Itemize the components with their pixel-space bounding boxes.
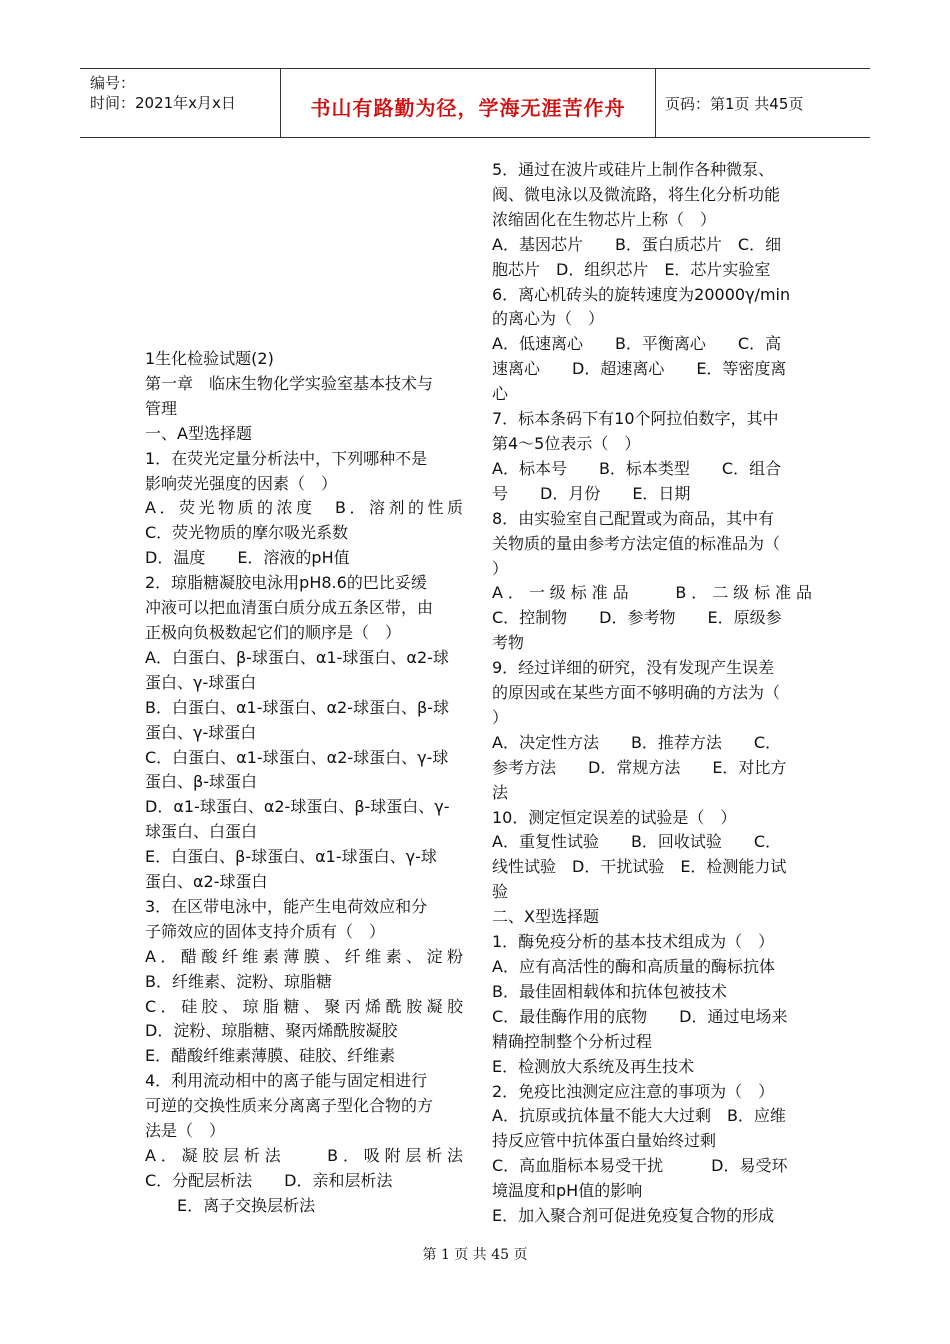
text-line: 一、A型选择题 [145,423,252,443]
text-line: 第一章 临床生物化学实验室基本技术与 [145,373,434,393]
text-line: A．重复性试验 B．回收试验 C． [492,832,782,852]
text-line: 号 D．月份 E．日期 [492,483,691,503]
text-line: 精确控制整个分析过程 [492,1031,653,1051]
left-text-column [145,347,463,1219]
text-line: E．离子交换层析法 [145,1195,316,1215]
text-line: D．α1-球蛋白、α2-球蛋白、β-球蛋白、γ- [145,797,450,817]
text-line: 胞芯片 D．组织芯片 E．芯片实验室 [492,259,771,279]
text-line: 参考方法 D．常规方法 E．对比方 [492,757,787,777]
text-line: 心 [492,384,509,404]
text-line: 5．通过在波片或硅片上制作各种微泵、 [492,160,775,179]
document-number-label: 编号： [90,74,136,92]
text-line: C．最佳酶作用的底物 D．通过电场来 [492,1006,788,1026]
text-line: C．控制物 D．参考物 E．原级参 [492,608,782,628]
text-line: B．最佳固相载体和抗体包被技术 [492,981,727,1001]
text-line: D．温度 E．溶液的pH值 [145,548,350,568]
text-line: 影响荧光强度的因素（ ） [145,473,338,493]
text-line: A．凝胶层析法 B．吸附层析法 [145,1146,463,1165]
text-line: 3．在区带电泳中，能产生电荷效应和分 [145,896,428,916]
text-line: A．决定性方法 B．推荐方法 C． [492,732,782,752]
text-line: 第4～5位表示（ ） [492,433,641,453]
text-line: 法 [492,782,509,802]
text-line: A．基因芯片 B．蛋白质芯片 C．细 [492,234,782,254]
text-line: A．醋酸纤维素薄膜、纤维素、淀粉 [145,946,463,966]
text-line: 管理 [145,398,178,418]
text-line: 阀、微电泳以及微流路，将生化分析功能 [492,184,781,204]
text-line: 7．标本条码下有10个阿拉伯数字，其中 [492,409,779,429]
text-line: C．分配层析法 D．亲和层析法 [145,1170,393,1190]
text-line: 2．琼脂糖凝胶电泳用pH8.6的巴比妥缓 [145,573,427,593]
text-line: 可逆的交换性质来分离离子型化合物的方 [145,1096,434,1116]
text-line: 1．在荧光定量分析法中，下列哪种不是 [145,448,428,468]
text-line: 持反应管中抗体蛋白量始终过剩 [492,1131,717,1151]
text-line: C．白蛋白、α1-球蛋白、α2-球蛋白、γ-球 [145,747,449,767]
text-line: 10．测定恒定误差的试验是（ ） [492,807,737,827]
header-page-info: 页码：第1页 共45页 [665,95,804,113]
text-line: 8．由实验室自己配置或为商品，其中有 [492,508,775,528]
text-line: ） [492,558,509,578]
text-line: E．检测放大系统及再生技术 [492,1056,695,1076]
text-line: A．标本号 B．标本类型 C．组合 [492,458,782,478]
text-line: 考物 [492,633,525,653]
text-line: 球蛋白、白蛋白 [145,822,258,842]
text-line: 线性试验 D．干扰试验 E．检测能力试 [492,857,787,877]
text-line: 关物质的量由参考方法定值的标准品为（ [492,533,781,553]
text-line: 9．经过详细的研究，没有发现产生误差 [492,658,775,678]
text-line: C．硅胶、琼脂糖、聚丙烯酰胺凝胶 [145,996,463,1016]
text-line: A．抗原或抗体量不能大大过剩 B．应维 [492,1106,786,1126]
text-line: 4．利用流动相中的离子能与固定相进行 [145,1071,428,1091]
right-text-column [492,158,812,1229]
text-line: 速离心 D．超速离心 E．等密度离 [492,359,787,379]
text-line: 1生化检验试题(2) [145,349,274,368]
text-line: 法是（ ） [145,1121,226,1141]
text-line: 6．离心机砖头的旋转速度为20000γ/min [492,284,791,304]
text-line: E．醋酸纤维素薄膜、硅胶、纤维素 [145,1046,396,1066]
text-line: D．淀粉、琼脂糖、聚丙烯酰胺凝胶 [145,1021,398,1041]
text-line: 2．免疫比浊测定应注意的事项为（ ） [492,1081,775,1101]
text-line: 冲液可以把血清蛋白质分成五条区带，由 [145,598,434,618]
text-line: ） [492,707,509,727]
page-header [80,68,870,138]
header-page-cell [655,69,870,137]
text-line: 子筛效应的固体支持介质有（ ） [145,921,386,941]
document-date: 时间：2021年x月x日 [90,94,236,112]
page-footer: 第 1 页 共 45 页 [422,1247,528,1263]
text-line: 浓缩固化在生物芯片上称（ ） [492,209,717,229]
text-line: 的离心为（ ） [492,309,605,329]
text-line: 的原因或在某些方面不够明确的方法为（ [492,683,781,703]
text-line: E．白蛋白、β-球蛋白、α1-球蛋白、γ-球 [145,847,437,867]
text-line: A．白蛋白、β-球蛋白、α1-球蛋白、α2-球 [145,647,449,667]
text-line: E．加入聚合剂可促进免疫复合物的形成 [492,1206,775,1226]
text-line: C．荧光物质的摩尔吸光系数 [145,523,349,543]
header-motto-cell [280,69,656,137]
text-line: 蛋白、α2-球蛋白 [145,872,268,892]
text-line: 验 [492,882,509,902]
motto-text: 书山有路勤为径，学海无涯苦作舟 [310,96,626,120]
text-line: B．纤维素、淀粉、琼脂糖 [145,971,332,991]
text-line: 境温度和pH值的影响 [492,1181,643,1201]
text-line: C．高血脂标本易受干扰 D．易受环 [492,1156,788,1176]
text-line: 二、X型选择题 [492,907,599,927]
text-line: A．荧光物质的浓度 B．溶剂的性质 [145,498,463,518]
text-line: 正极向负极数起它们的顺序是（ ） [145,622,402,642]
text-line: 1．酶免疫分析的基本技术组成为（ ） [492,932,775,952]
text-line: 蛋白、β-球蛋白 [145,772,257,792]
text-line: A．一级标准品 B．二级标准品 [492,583,812,603]
text-line: B．白蛋白、α1-球蛋白、α2-球蛋白、β-球 [145,697,449,717]
text-line: 蛋白、γ-球蛋白 [145,672,257,692]
text-line: 蛋白、γ-球蛋白 [145,722,257,742]
text-line: A．低速离心 B．平衡离心 C．高 [492,334,782,354]
text-line: A．应有高活性的酶和高质量的酶标抗体 [492,957,775,976]
header-meta-cell [80,69,280,137]
